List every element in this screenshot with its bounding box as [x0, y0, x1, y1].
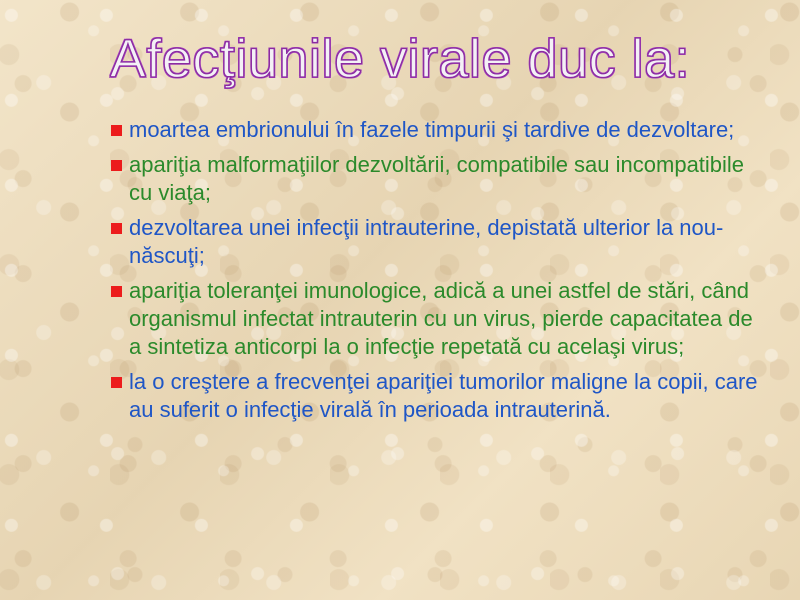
square-bullet-icon	[111, 286, 122, 297]
slide-title: Afecţiunile virale duc la:	[109, 29, 691, 89]
square-bullet-icon	[111, 160, 122, 171]
list-item	[111, 116, 771, 144]
square-bullet-icon	[111, 377, 122, 388]
list-item	[111, 214, 771, 270]
list-item	[111, 277, 771, 361]
square-bullet-icon	[111, 223, 122, 234]
list-item-text: la o creştere a frecvenţei apariţiei tumorilor maligne la copii, care au suferit o infecţie virală în perioada intrauterină.	[129, 369, 758, 422]
list-item-text: apariţia toleranţei imunologice, adică a unei astfel de stări, când organismul infectat intrauterin cu un virus, pierde capacitatea de a sintetiza anticorpi la o infecţie repetată cu acelaşi virus;	[129, 278, 753, 359]
square-bullet-icon	[111, 125, 122, 136]
list-item-text: apariţia malformaţiilor dezvoltării, compatibile sau incompatibile cu viaţa;	[129, 152, 745, 205]
list-item	[111, 151, 771, 207]
list-item-text: dezvoltarea unei infecţii intrauterine, depistată ulterior la nou-născuţi;	[129, 215, 724, 268]
list-item	[111, 368, 771, 424]
list-item-text: moartea embrionului în fazele timpurii şi tardive de dezvoltare;	[129, 117, 735, 142]
bullet-list	[111, 116, 771, 431]
